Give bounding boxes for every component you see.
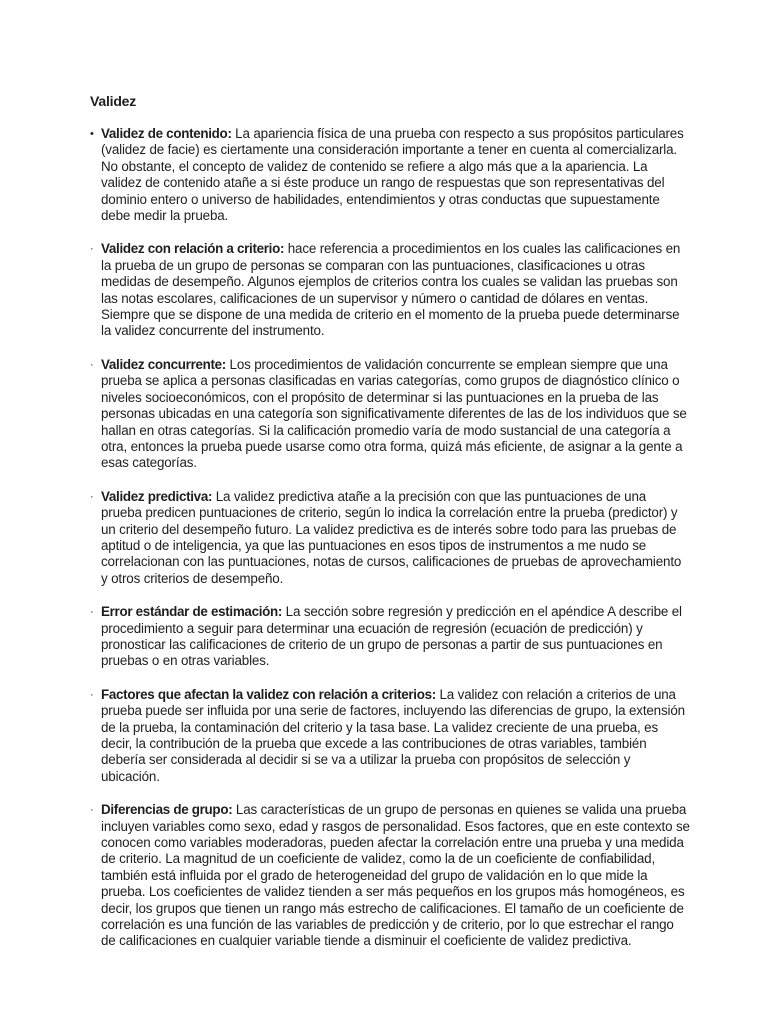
item-term: Error estándar de estimación: xyxy=(101,604,283,620)
item-term: Validez concurrente: xyxy=(101,356,226,372)
item-text: hace referencia a procedimientos en los cuales las calificaciones en la prueba de un grupo de personas se comparan con las puntuaciones, clasificaciones u otras medidas de desempeño. Algunos ejemplos de criterios contra los cuales se validan las pruebas son las notas escolares, calificaciones de un supervisor y número o cantidad de dólares en ventas. Siempre que se dispone de una medida de criterio en el momento de la prueba puede determinarse la validez concurrente del instrumento. xyxy=(101,241,681,339)
list-item xyxy=(90,489,690,587)
list-item xyxy=(90,604,690,670)
item-term: Diferencias de grupo: xyxy=(101,802,233,818)
item-text: La validez con relación a criterios de una prueba puede ser influida por una serie de factores, incluyendo las diferencias de grupo, la extensión de la prueba, la contaminación del criterio y la tasa base. La validez creciente de una prueba, es decir, la contribución de la prueba que excede a las contribuciones de otras variables, también debería ser considerada al decidir si se va a utilizar la prueba con propósitos de selección y ubicación. xyxy=(101,686,685,784)
document-title: Validez xyxy=(90,93,137,109)
bullet-glyph: · xyxy=(90,358,94,371)
list-item xyxy=(90,357,690,472)
list-item xyxy=(90,687,690,785)
item-text: Los procedimientos de validación concurrente se emplean siempre que una prueba se aplica a personas clasificadas en varias categorías, como grupos de diagnóstico clínico o niveles socioeconómicos, con el propósito de determinar si las puntuaciones en la prueba de las personas ubicadas en una categoría son significativamente diferentes de las de los individuos que se hallan en otras categorías. Si la calificación promedio varía de modo sustancial de una categoría a otra, entonces la prueba puede usarse como otra forma, quizá más eficiente, de asignar a la gente a esas categorías. xyxy=(101,356,687,471)
bullet-glyph: · xyxy=(90,606,94,619)
list-item xyxy=(90,241,690,339)
item-text: La apariencia física de una prueba con respecto a sus propósitos particulares (validez de facie) es ciertamente una consideración importante a tener en cuenta al comercializarla. No obstante, el concepto de validez de contenido se refiere a algo más que a la apariencia. La validez de contenido atañe a si éste produce un rango de respuestas que son representativas del dominio entero o universo de habilidades, entendimientos y otras conductas que supuestamente debe medir la prueba. xyxy=(101,126,684,224)
bullet-glyph: · xyxy=(90,490,94,503)
item-term: Validez predictiva: xyxy=(101,488,213,504)
bullet-glyph: · xyxy=(90,243,94,256)
item-text: Las características de un grupo de personas en quienes se valida una prueba incluyen variables como sexo, edad y rasgos de personalidad. Esos factores, que en este contexto se conocen como variables moderadoras, pueden afectar la correlación entre una prueba y una medida de criterio. La magnitud de un coeficiente de validez, como la de un coeficiente de confiabilidad, también está influida por el grado de heterogeneidad del grupo de validación en lo que mide la prueba. Los coeficientes de validez tienden a ser más pequeños en los grupos más homogéneos, es decir, los grupos que tienen un rango más estrecho de calificaciones. El tamaño de un coeficiente de correlación es una función de las variables de predicción y de criterio, por lo que estrechar el rango de calificaciones en cualquier variable tiende a disminuir el coeficiente de validez predictiva. xyxy=(101,802,690,949)
item-text: La validez predictiva atañe a la precisión con que las puntuaciones de una prueba predicen puntuaciones de criterio, según lo indica la correlación entre la prueba (predictor) y un criterio del desempeño futuro. La validez predictiva es de interés sobre todo para las pruebas de aptitud o de inteligencia, ya que las puntuaciones en esos tipos de instrumentos a me nudo se correlacionan con las puntuaciones, notas de cursos, calificaciones de pruebas de aprovechamiento y otros criterios de desempeño. xyxy=(101,488,682,586)
definition-list xyxy=(90,126,690,950)
bullet-glyph: · xyxy=(90,688,94,701)
item-text: La sección sobre regresión y predicción en el apéndice A describe el procedimiento a seguir para determinar una ecuación de regresión (ecuación de predicción) y pronosticar las calificaciones de criterio de un grupo de personas a partir de sus puntuaciones en pruebas o en otras variables. xyxy=(101,604,682,669)
list-item xyxy=(90,126,690,224)
document-page xyxy=(90,92,690,967)
item-term: Factores que afectan la validez con relación a criterios: xyxy=(101,686,436,702)
item-term: Validez con relación a criterio: xyxy=(101,241,285,257)
item-term: Validez de contenido: xyxy=(101,126,232,141)
bullet-glyph: • xyxy=(90,128,94,140)
list-item xyxy=(90,802,690,950)
bullet-glyph: · xyxy=(90,804,94,817)
